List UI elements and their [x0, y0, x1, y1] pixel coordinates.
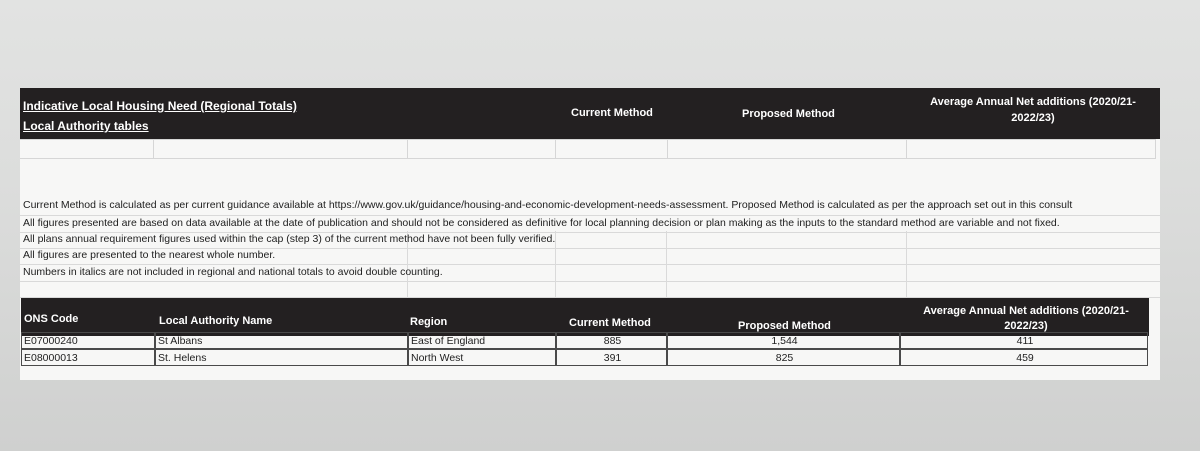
avg-net-additions-cell[interactable]: 411: [900, 332, 1148, 349]
grid-cell[interactable]: [20, 140, 154, 158]
note-plan-requirement: All plans annual requirement figures used within the cap (step 3) of the current method have not been fully verified.: [23, 233, 556, 245]
current-method-cell[interactable]: 391: [556, 349, 667, 366]
table-row: [21, 332, 1149, 349]
la-name-cell[interactable]: St Albans: [155, 332, 408, 349]
col-header-avg-net-line1: Average Annual Net additions (2020/21-: [923, 305, 1129, 317]
grid-cell[interactable]: [408, 140, 556, 158]
header-avg-net-line1: Average Annual Net additions (2020/21-: [930, 96, 1136, 108]
header-current-method: Current Method: [571, 107, 653, 119]
note-rounding: All figures are presented to the nearest whole number.: [23, 249, 276, 261]
avg-net-additions-cell[interactable]: 459: [900, 349, 1148, 366]
table-row: [21, 349, 1149, 366]
proposed-method-cell[interactable]: 825: [667, 349, 900, 366]
grid-cell[interactable]: [556, 140, 668, 158]
note-italics: Numbers in italics are not included in regional and national totals to avoid double counting.: [23, 266, 443, 278]
grid-cell[interactable]: [154, 140, 408, 158]
col-header-avg-net-line2: 2022/23): [1004, 320, 1048, 332]
region-cell[interactable]: East of England: [408, 332, 556, 349]
sheet-subtitle: Local Authority tables: [23, 119, 149, 133]
gridline: [20, 215, 1160, 216]
la-name-cell[interactable]: St. Helens: [155, 349, 408, 366]
spreadsheet-sheet: [20, 88, 1160, 380]
proposed-method-cell[interactable]: 1,544: [667, 332, 900, 349]
gridline: [666, 231, 667, 299]
ons-code-cell[interactable]: E08000013: [21, 349, 155, 366]
gridline: [906, 231, 907, 299]
header-proposed-method: Proposed Method: [742, 108, 835, 120]
grid-cell[interactable]: [668, 140, 907, 158]
table-header-band: [21, 298, 1149, 336]
col-header-ons-code: ONS Code: [24, 313, 79, 325]
col-header-proposed-method: Proposed Method: [738, 320, 831, 332]
col-header-la-name: Local Authority Name: [159, 315, 273, 327]
summary-header-band: [20, 88, 1160, 139]
current-method-cell[interactable]: 885: [556, 332, 667, 349]
ons-code-cell[interactable]: E07000240: [21, 332, 155, 349]
note-current-method: Current Method is calculated as per current guidance available at https://www.gov.uk/guidance/housing-and-economic-development-needs-assessment. Proposed Method is calculated as per the approach set out in this consult: [23, 199, 1073, 211]
header-avg-net-line2: 2022/23): [1011, 112, 1055, 124]
empty-grid-row: [20, 139, 1156, 159]
sheet-title: Indicative Local Housing Need (Regional Totals): [23, 99, 297, 113]
note-data-availability: All figures presented are based on data available at the date of publication and should not be considered as definitive for local planning decision or plan making as the inputs to the standard method are variable and not fixed.: [23, 217, 1060, 229]
gridline: [20, 281, 1160, 282]
grid-cell[interactable]: [907, 140, 1156, 158]
col-header-current-method: Current Method: [569, 317, 651, 329]
col-header-region: Region: [410, 316, 448, 328]
region-cell[interactable]: North West: [408, 349, 556, 366]
gridline: [20, 264, 1160, 265]
